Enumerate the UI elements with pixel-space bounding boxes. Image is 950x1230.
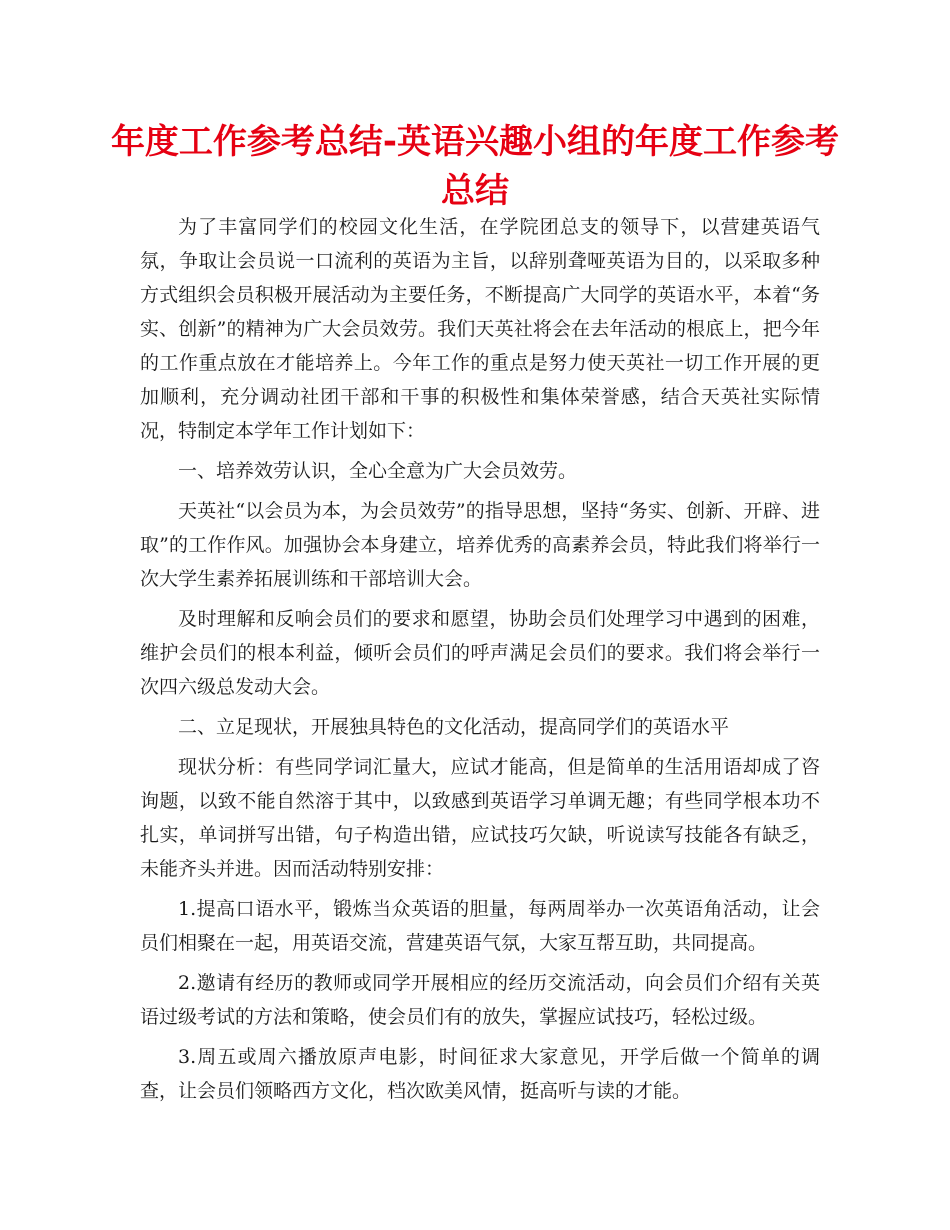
paragraph-guiding-thought: 天英社“以会员为本，为会员效劳”的指导思想，坚持“务实、创新、开辟、进取”的工作作风。加强协会本身建立，培养优秀的高素养会员，特此我们将举行一次大学生素养拓展训练和干部培训大会。 — [140, 500, 820, 590]
paragraph-item-2: 2.邀请有经历的教师或同学开展相应的经历交流活动，向会员们介绍有关英语过级考试的方法和策略，使会员们有的放失，掌握应试技巧，轻松过级。 — [140, 972, 820, 1028]
paragraph-item-1: 1.提高口语水平，锻炼当众英语的胆量，每两周举办一次英语角活动，让会员们相聚在一起，用英语交流，营建英语气氛，大家互帮互助，共同提高。 — [140, 898, 820, 954]
paragraph-analysis: 现状分析：有些同学词汇量大，应试才能高，但是简单的生活用语却成了咨询题，以致不能自然溶于其中，以致感到英语学习单调无趣；有些同学根本功不扎实，单词拼写出错，句子构造出错，应试技巧欠缺，听说读写技能各有缺乏，未能齐头并进。因而活动特别安排： — [140, 756, 820, 880]
paragraph-feedback: 及时理解和反响会员们的要求和愿望，协助会员们处理学习中遇到的困难，维护会员们的根本利益，倾听会员们的呼声满足会员们的要求。我们将会举行一次四六级总发动大会。 — [140, 608, 820, 698]
paragraph-item-3: 3.周五或周六播放原声电影，时间征求大家意见，开学后做一个简单的调查，让会员们领略西方文化，档次欧美风情，挺高听与读的才能。 — [140, 1046, 820, 1102]
paragraph-intro: 为了丰富同学们的校园文化生活，在学院团总支的领导下，以营建英语气氛，争取让会员说一口流利的英语为主旨，以辞别聋哑英语为目的，以采取多种方式组织会员积极开展活动为主要任务，不断提高广大同学的英语水平，本着“务实、创新”的精神为广大会员效劳。我们天英社将会在去年活动的根底上，把今年的工作重点放在才能培养上。今年工作的重点是努力使天英社一切工作开展的更加顺利，充分调动社团干部和干事的积极性和集体荣誉感，结合天英社实际情况，特制定本学年工作计划如下： — [140, 216, 820, 442]
document-body — [140, 210, 820, 1114]
paragraph-heading-1: 一、培养效劳认识，全心全意为广大会员效劳。 — [178, 460, 578, 482]
document-title: 年度工作参考总结-英语兴趣小组的年度工作参考总结 — [110, 122, 840, 211]
paragraph-heading-2: 二、立足现状，开展独具特色的文化活动，提高同学们的英语水平 — [178, 716, 730, 738]
